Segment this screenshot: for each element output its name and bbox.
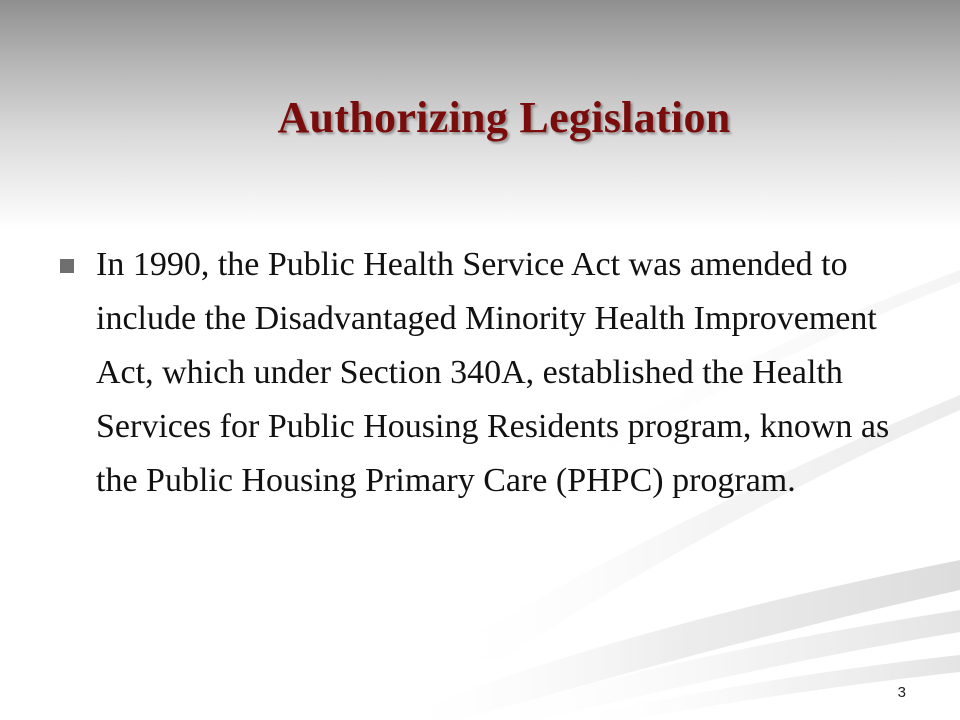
bullet-list [60,238,910,508]
slide-title: Authorizing Legislation [277,93,731,142]
square-bullet-icon [60,259,74,273]
page-number: 3 [897,684,906,701]
bullet-item [60,238,910,508]
bullet-text: In 1990, the Public Health Service Act was amended to include the Disadvantaged Minority Health Improvement Act, which under Section 340A, established the Health Services for Public Housing Residents program, known as the Public Housing Primary Care (PHPC) program. [96,246,890,499]
